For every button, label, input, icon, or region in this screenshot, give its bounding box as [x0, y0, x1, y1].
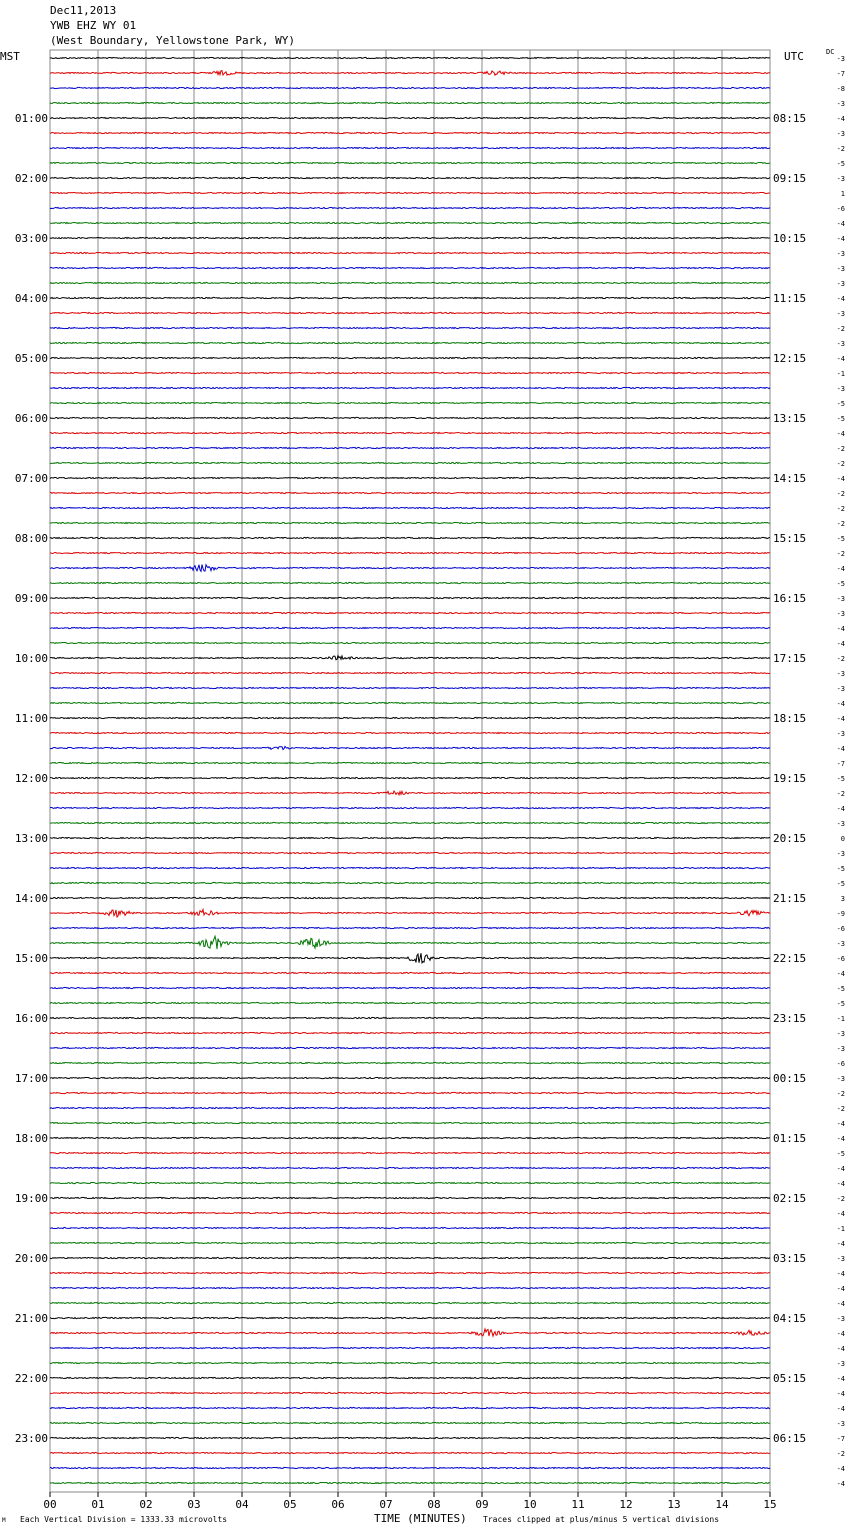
- dc-offset-label: -5: [836, 400, 845, 408]
- mst-hour-label: 02:00: [14, 172, 48, 185]
- x-tick-label: 04: [235, 1498, 249, 1511]
- dc-offset-label: -4: [836, 1375, 845, 1383]
- dc-offset-label: -5: [836, 580, 845, 588]
- dc-offset-label: -7: [836, 1435, 845, 1443]
- mst-hour-label: 08:00: [14, 532, 48, 545]
- mst-hour-label: 15:00: [14, 952, 48, 965]
- mst-hour-label: 14:00: [14, 892, 48, 905]
- x-tick-label: 03: [187, 1498, 201, 1511]
- trace-line: [50, 1467, 770, 1468]
- trace-line: [50, 507, 770, 508]
- dc-offset-label: -3: [836, 1075, 845, 1083]
- left-timezone-label: MST: [0, 50, 20, 63]
- utc-hour-label: 10:15: [773, 232, 807, 245]
- dc-offset-label: -2: [836, 655, 845, 663]
- trace-line: [50, 642, 770, 643]
- trace-line: [50, 1377, 770, 1378]
- dc-offset-label: -3: [836, 1315, 845, 1323]
- dc-offset-label: -4: [836, 1285, 845, 1293]
- dc-offset-label: -2: [836, 1195, 845, 1203]
- trace-line: [50, 1182, 770, 1183]
- utc-hour-label: 01:15: [773, 1132, 807, 1145]
- dc-offset-label: -6: [836, 925, 845, 933]
- dc-offset-label: -3: [836, 820, 845, 828]
- plot-frame: [50, 50, 770, 1492]
- trace-line: [50, 1137, 770, 1138]
- mst-hour-label: 20:00: [14, 1252, 48, 1265]
- trace-line: [50, 282, 770, 283]
- x-tick-label: 13: [667, 1498, 681, 1511]
- dc-offset-label: -4: [836, 1300, 845, 1308]
- dc-offset-label: -5: [836, 775, 845, 783]
- dc-offset-label: -3: [836, 250, 845, 258]
- trace-line: [50, 1437, 770, 1438]
- x-tick-label: 15: [763, 1498, 777, 1511]
- trace-line: [50, 1242, 770, 1243]
- location-label: (West Boundary, Yellowstone Park, WY): [50, 34, 296, 47]
- mst-hour-label: 09:00: [14, 592, 48, 605]
- mst-hour-label: 16:00: [14, 1012, 48, 1025]
- dc-offset-label: -3: [836, 610, 845, 618]
- trace-line: [50, 1062, 770, 1063]
- dc-offset-label: -4: [836, 1345, 845, 1353]
- trace-line: [50, 1272, 770, 1273]
- dc-offset-label: -3: [836, 280, 845, 288]
- mst-hour-label: 13:00: [14, 832, 48, 845]
- trace-line: [50, 177, 770, 178]
- trace-line: [50, 267, 770, 268]
- trace-line: [50, 447, 770, 448]
- mst-hour-label: 18:00: [14, 1132, 48, 1145]
- dc-offset-label: -7: [836, 70, 845, 78]
- dc-offset-label: -3: [836, 310, 845, 318]
- trace-line: [50, 192, 770, 193]
- dc-offset-label: -3: [836, 100, 845, 108]
- dc-offset-label: -1: [836, 1015, 845, 1023]
- trace-line: [50, 522, 770, 523]
- dc-offset-label: -4: [836, 295, 845, 303]
- dc-offset-label: -2: [836, 505, 845, 513]
- trace-line: [50, 222, 770, 223]
- utc-hour-label: 16:15: [773, 592, 807, 605]
- logo: M: [2, 1517, 6, 1524]
- dc-offset-label: -4: [836, 715, 845, 723]
- trace-line: [50, 1092, 770, 1093]
- dc-offset-label: -3: [836, 340, 845, 348]
- x-tick-label: 08: [427, 1498, 441, 1511]
- trace-line: [50, 1347, 770, 1348]
- dc-offset-label: -5: [836, 985, 845, 993]
- trace-line: [50, 807, 770, 808]
- dc-offset-label: -2: [836, 490, 845, 498]
- mst-hour-label: 01:00: [14, 112, 48, 125]
- trace-line: [50, 1362, 770, 1363]
- dc-offset-label: -4: [836, 1465, 845, 1473]
- trace-line: [50, 1452, 770, 1453]
- dc-offset-label: -4: [836, 430, 845, 438]
- dc-offset-label: -3: [836, 265, 845, 273]
- utc-hour-label: 21:15: [773, 892, 807, 905]
- trace-line: [50, 1329, 770, 1336]
- dc-offset-label: 0: [840, 835, 845, 843]
- trace-line: [50, 1197, 770, 1198]
- dc-label: DC: [826, 48, 835, 56]
- dc-offset-label: -3: [836, 670, 845, 678]
- x-tick-label: 00: [43, 1498, 57, 1511]
- trace-line: [50, 1152, 770, 1153]
- utc-hour-label: 08:15: [773, 112, 807, 125]
- mst-hour-label: 22:00: [14, 1372, 48, 1385]
- mst-hour-label: 03:00: [14, 232, 48, 245]
- dc-offset-label: -4: [836, 1330, 845, 1338]
- trace-line: [50, 402, 770, 403]
- utc-hour-label: 15:15: [773, 532, 807, 545]
- clip-note: Traces clipped at plus/minus 5 vertical divisions: [483, 1515, 720, 1524]
- mst-hour-label: 06:00: [14, 412, 48, 425]
- dc-offset-label: -4: [836, 115, 845, 123]
- dc-offset-label: -4: [836, 625, 845, 633]
- trace-line: [50, 582, 770, 583]
- dc-offset-label: -5: [836, 1000, 845, 1008]
- dc-offset-label: -2: [836, 1450, 845, 1458]
- trace-line: [50, 565, 770, 572]
- mst-hour-label: 21:00: [14, 1312, 48, 1325]
- trace-line: [50, 297, 770, 298]
- dc-offset-label: -6: [836, 955, 845, 963]
- trace-line: [50, 1392, 770, 1393]
- trace-line: [50, 147, 770, 148]
- x-tick-label: 09: [475, 1498, 489, 1511]
- trace-line: [50, 717, 770, 718]
- x-tick-label: 07: [379, 1498, 393, 1511]
- utc-hour-label: 09:15: [773, 172, 807, 185]
- dc-offset-label: -4: [836, 805, 845, 813]
- dc-offset-label: -4: [836, 1180, 845, 1188]
- trace-line: [50, 791, 770, 795]
- mst-hour-label: 10:00: [14, 652, 48, 665]
- x-axis-title: TIME (MINUTES): [374, 1512, 467, 1525]
- trace-line: [50, 1227, 770, 1228]
- trace-line: [50, 1047, 770, 1048]
- scale-note: Each Vertical Division = 1333.33 microvolts: [20, 1515, 228, 1524]
- dc-offset-label: -3: [836, 385, 845, 393]
- dc-offset-label: -5: [836, 160, 845, 168]
- trace-line: [50, 417, 770, 418]
- trace-line: [50, 1032, 770, 1033]
- trace-line: [50, 102, 770, 103]
- x-tick-label: 02: [139, 1498, 153, 1511]
- x-tick-label: 05: [283, 1498, 297, 1511]
- trace-line: [50, 1407, 770, 1408]
- dc-offset-label: -3: [836, 940, 845, 948]
- trace-line: [50, 462, 770, 463]
- trace-line: [50, 1422, 770, 1423]
- trace-line: [50, 117, 770, 118]
- trace-line: [50, 627, 770, 628]
- dc-offset-label: -7: [836, 760, 845, 768]
- dc-offset-label: -5: [836, 415, 845, 423]
- trace-line: [50, 746, 770, 749]
- trace-line: [50, 1122, 770, 1123]
- mst-hour-label: 12:00: [14, 772, 48, 785]
- trace-line: [50, 372, 770, 373]
- dc-offset-label: -4: [836, 355, 845, 363]
- trace-line: [50, 387, 770, 388]
- dc-offset-label: -5: [836, 1150, 845, 1158]
- dc-offset-label: -3: [836, 730, 845, 738]
- dc-offset-label: -4: [836, 1240, 845, 1248]
- trace-line: [50, 972, 770, 973]
- trace-line: [50, 1017, 770, 1018]
- trace-line: [50, 87, 770, 88]
- trace-line: [50, 777, 770, 778]
- utc-hour-label: 02:15: [773, 1192, 807, 1205]
- trace-line: [50, 252, 770, 253]
- dc-offset-label: -3: [836, 1255, 845, 1263]
- trace-line: [50, 987, 770, 988]
- trace-line: [50, 342, 770, 343]
- utc-hour-label: 20:15: [773, 832, 807, 845]
- utc-hour-label: 19:15: [773, 772, 807, 785]
- dc-offset-label: -4: [836, 640, 845, 648]
- dc-offset-label: -9: [836, 910, 845, 918]
- trace-line: [50, 1107, 770, 1108]
- mst-hour-label: 17:00: [14, 1072, 48, 1085]
- dc-offset-label: -2: [836, 790, 845, 798]
- dc-offset-label: -4: [836, 475, 845, 483]
- date-label: Dec11,2013: [50, 4, 117, 17]
- dc-offset-label: -4: [836, 700, 845, 708]
- trace-line: [50, 656, 770, 660]
- trace-line: [50, 837, 770, 838]
- utc-hour-label: 06:15: [773, 1432, 807, 1445]
- dc-offset-label: -3: [836, 55, 845, 63]
- dc-offset-label: -3: [836, 1045, 845, 1053]
- trace-line: [50, 762, 770, 763]
- trace-line: [50, 327, 770, 328]
- dc-offset-label: -4: [836, 235, 845, 243]
- trace-line: [50, 822, 770, 823]
- dc-offset-label: -4: [836, 1120, 845, 1128]
- dc-offset-label: -3: [836, 130, 845, 138]
- trace-line: [50, 357, 770, 358]
- trace-line: [50, 927, 770, 928]
- trace-line: [50, 732, 770, 733]
- dc-offset-label: -1: [836, 1225, 845, 1233]
- dc-offset-label: -6: [836, 1060, 845, 1068]
- dc-offset-label: -6: [836, 205, 845, 213]
- trace-line: [50, 953, 770, 963]
- trace-line: [50, 882, 770, 883]
- mst-hour-label: 07:00: [14, 472, 48, 485]
- trace-line: [50, 910, 770, 917]
- dc-offset-label: -4: [836, 1135, 845, 1143]
- dc-offset-label: 1: [840, 190, 845, 198]
- dc-offset-label: -2: [836, 460, 845, 468]
- dc-offset-label: -5: [836, 535, 845, 543]
- right-timezone-label: UTC: [784, 50, 804, 63]
- x-tick-label: 06: [331, 1498, 345, 1511]
- utc-hour-label: 17:15: [773, 652, 807, 665]
- utc-hour-label: 13:15: [773, 412, 807, 425]
- trace-line: [50, 897, 770, 898]
- x-tick-label: 10: [523, 1498, 537, 1511]
- trace-line: [50, 432, 770, 433]
- trace-line: [50, 237, 770, 238]
- utc-hour-label: 03:15: [773, 1252, 807, 1265]
- trace-line: [50, 672, 770, 673]
- utc-hour-label: 23:15: [773, 1012, 807, 1025]
- dc-offset-label: -3: [836, 175, 845, 183]
- trace-line: [50, 162, 770, 163]
- trace-line: [50, 597, 770, 598]
- trace-line: [50, 477, 770, 478]
- dc-offset-label: -3: [836, 595, 845, 603]
- trace-line: [50, 71, 770, 76]
- utc-hour-label: 00:15: [773, 1072, 807, 1085]
- dc-offset-label: -4: [836, 745, 845, 753]
- trace-line: [50, 867, 770, 868]
- dc-offset-label: -5: [836, 880, 845, 888]
- dc-offset-label: -4: [836, 1405, 845, 1413]
- trace-line: [50, 612, 770, 613]
- dc-offset-label: 3: [840, 895, 845, 903]
- trace-line: [50, 57, 770, 58]
- trace-line: [50, 687, 770, 688]
- dc-offset-label: -4: [836, 1390, 845, 1398]
- dc-offset-label: -3: [836, 1360, 845, 1368]
- mst-hour-label: 23:00: [14, 1432, 48, 1445]
- utc-hour-label: 22:15: [773, 952, 807, 965]
- trace-line: [50, 207, 770, 208]
- trace-line: [50, 1077, 770, 1078]
- utc-hour-label: 04:15: [773, 1312, 807, 1325]
- trace-line: [50, 552, 770, 553]
- mst-hour-label: 05:00: [14, 352, 48, 365]
- trace-line: [50, 1167, 770, 1168]
- trace-line: [50, 1212, 770, 1213]
- x-tick-label: 12: [619, 1498, 633, 1511]
- dc-offset-label: -2: [836, 145, 845, 153]
- dc-offset-label: -2: [836, 520, 845, 528]
- dc-offset-label: -2: [836, 325, 845, 333]
- trace-line: [50, 852, 770, 853]
- station-label: YWB EHZ WY 01: [50, 19, 137, 32]
- dc-offset-label: -4: [836, 1210, 845, 1218]
- trace-line: [50, 537, 770, 538]
- dc-offset-label: -8: [836, 85, 845, 93]
- dc-offset-label: -4: [836, 1165, 845, 1173]
- dc-offset-label: -2: [836, 1090, 845, 1098]
- dc-offset-label: -4: [836, 970, 845, 978]
- utc-hour-label: 12:15: [773, 352, 807, 365]
- dc-offset-label: -3: [836, 1030, 845, 1038]
- dc-offset-label: -5: [836, 865, 845, 873]
- dc-offset-label: -2: [836, 550, 845, 558]
- dc-offset-label: -2: [836, 445, 845, 453]
- trace-line: [50, 1317, 770, 1318]
- trace-line: [50, 132, 770, 133]
- x-tick-label: 14: [715, 1498, 729, 1511]
- dc-offset-label: -4: [836, 565, 845, 573]
- mst-hour-label: 04:00: [14, 292, 48, 305]
- trace-line: [50, 1287, 770, 1288]
- utc-hour-label: 18:15: [773, 712, 807, 725]
- dc-offset-label: -3: [836, 685, 845, 693]
- trace-line: [50, 1002, 770, 1003]
- trace-line: [50, 1482, 770, 1483]
- trace-line: [50, 702, 770, 703]
- dc-offset-label: -3: [836, 1420, 845, 1428]
- dc-offset-label: -2: [836, 1105, 845, 1113]
- utc-hour-label: 11:15: [773, 292, 807, 305]
- dc-offset-label: -3: [836, 850, 845, 858]
- dc-offset-label: -4: [836, 220, 845, 228]
- trace-line: [50, 936, 770, 949]
- utc-hour-label: 14:15: [773, 472, 807, 485]
- trace-line: [50, 492, 770, 493]
- trace-line: [50, 312, 770, 313]
- dc-offset-label: -1: [836, 370, 845, 378]
- trace-line: [50, 1257, 770, 1258]
- mst-hour-label: 11:00: [14, 712, 48, 725]
- dc-offset-label: -4: [836, 1480, 845, 1488]
- x-tick-label: 11: [571, 1498, 585, 1511]
- trace-line: [50, 1302, 770, 1303]
- utc-hour-label: 05:15: [773, 1372, 807, 1385]
- x-tick-label: 01: [91, 1498, 105, 1511]
- mst-hour-label: 19:00: [14, 1192, 48, 1205]
- dc-offset-label: -4: [836, 1270, 845, 1278]
